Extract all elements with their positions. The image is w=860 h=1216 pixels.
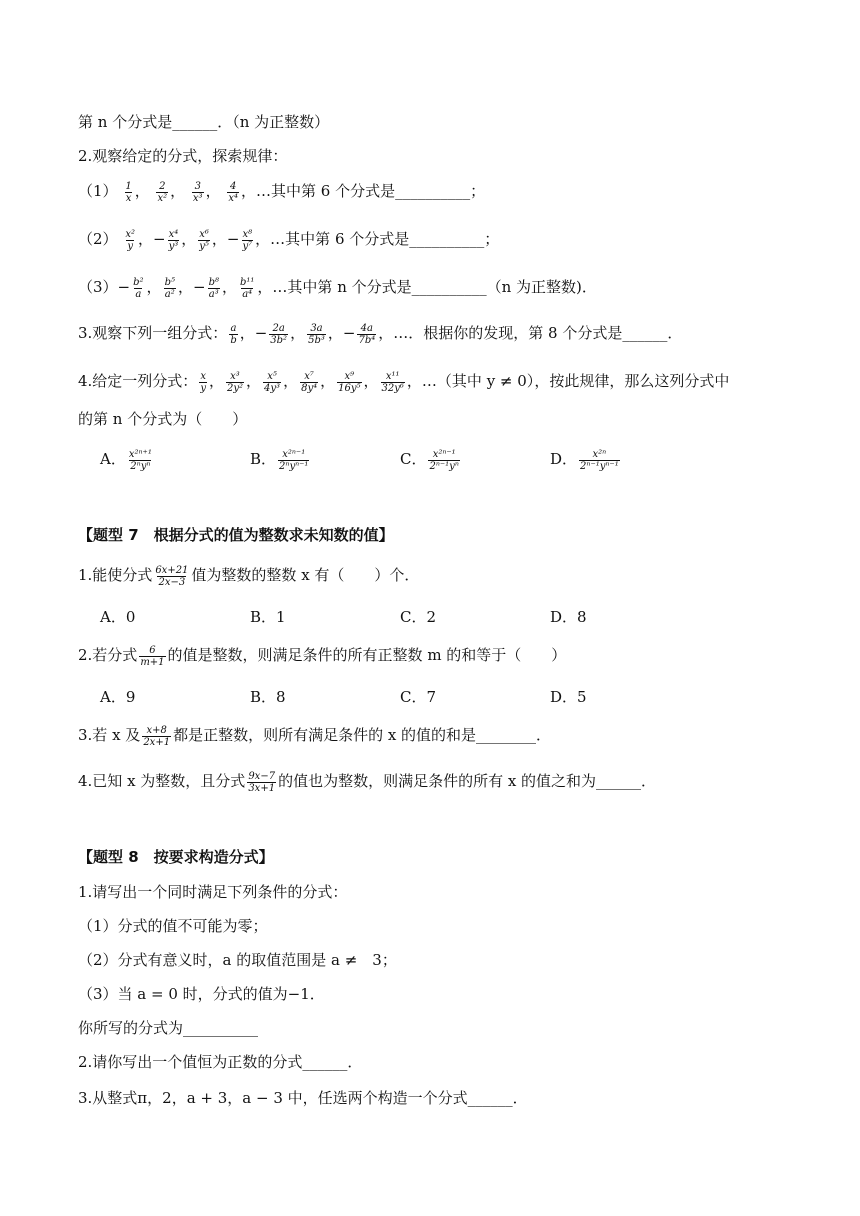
text: ，…其中第 n 个分式是__________（n 为正整数)．	[257, 278, 597, 296]
fraction: $\frac{2}{\text{x²}}$	[157, 180, 168, 204]
section-heading-8: 【题型 8 按要求构造分式】	[78, 848, 274, 866]
options-row	[100, 448, 700, 472]
fraction: $\frac{6}{m+1}$	[140, 644, 165, 668]
fraction: $\frac{\text{b²}}{a}$	[133, 276, 144, 300]
question-7-3: 3.若 x 及 $\frac{x+8}{2x+1}$ 都是正整数，则所有满足条件的 x 的值的和是________．	[78, 724, 552, 748]
fraction: $\frac{\text{b¹¹}}{\text{a⁴}}$	[240, 276, 255, 300]
fraction: $\frac{\text{x⁵}}{\text{4y³}}$	[264, 370, 281, 394]
condition-1: （1）分式的值不可能为零；	[78, 917, 268, 935]
question-2-title: 2.观察给定的分式，探索规律：	[78, 147, 288, 165]
option-d[interactable]: D． $\frac{\text{x²ⁿ}}{\text{2ⁿ⁻¹yⁿ⁻¹}}$	[550, 448, 619, 472]
text: 4.给定一列分式：	[78, 372, 198, 390]
option-c[interactable]: C．7	[400, 688, 437, 706]
fraction: $\frac{\text{x³}}{\text{2y²}}$	[226, 370, 244, 394]
fraction: $\frac{x}{y}$	[200, 370, 206, 394]
answer-line: 你所写的分式为__________	[78, 1019, 259, 1037]
fraction: $\frac{4}{\text{x⁴}}$	[228, 180, 239, 204]
fraction: $\frac{2a}{\text{3b²}}$	[270, 322, 288, 346]
fraction: $\frac{3}{\text{x³}}$	[192, 180, 203, 204]
question-7-2: 2.若分式 $\frac{6}{m+1}$ 的值是整数，则满足条件的所有正整数 m 的和等于（ ）	[78, 644, 567, 668]
fraction: $\frac{9x-7}{3x+1}$	[248, 770, 276, 794]
question-2-3: （3）− $\frac{\text{b²}}{a}$ ， $\frac{\text{b⁵}}{\text{a²}}$ ，− $\frac{\text{b⁸}}{\text{a³}}$ ， $\frac{\text{b¹¹}}{\text{a⁴}}$ ，…其中第 n 个分式是__________（n 为正整数)．	[78, 276, 597, 300]
question-2-1: （1） $\frac{1}{x}$ ， $\frac{2}{\text{x²}}$ ， $\frac{3}{\text{x³}}$ ， $\frac{4}{\text{x⁴}}$ ，…其中第 6 个分式是__________；	[78, 180, 486, 204]
question-2-2: （2） $\frac{\text{x²}}{y}$ ，− $\frac{\text{x⁴}}{\text{y³}}$ ， $\frac{\text{x⁶}}{\text{y⁵}}$ ，− $\frac{\text{x⁸}}{\text{y⁷}}$ ，…其中第 6 个分式是__________；	[78, 228, 500, 252]
text: ，…其中第 6 个分式是__________；	[241, 182, 486, 200]
options-row	[100, 606, 700, 628]
section-heading-7: 【题型 7 根据分式的值为整数求未知数的值】	[78, 526, 394, 544]
condition-2: （2）分式有意义时，a 的取值范围是 a ≠ 3；	[78, 951, 397, 969]
options-row	[100, 686, 700, 708]
fraction: $\frac{4a}{\text{7b⁴}}$	[358, 322, 376, 346]
text: ，…其中第 6 个分式是__________；	[255, 230, 500, 248]
option-a[interactable]: A． $\frac{\text{x²ⁿ⁺¹}}{\text{2ⁿyⁿ}}$	[100, 448, 152, 472]
fraction: $\frac{6x+21}{2x-3}$	[155, 564, 189, 588]
fraction: $\frac{\text{b⁸}}{\text{a³}}$	[208, 276, 219, 300]
text: （2）	[78, 230, 118, 248]
text-line: 第 n 个分式是______．（n 为正整数）	[78, 113, 330, 131]
fraction: $\frac{\text{x²}}{y}$	[125, 228, 135, 252]
fraction: $\frac{\text{x⁶}}{\text{y⁵}}$	[199, 228, 209, 252]
text: ，…（其中 y ≠ 0），按此规律，那么这列分式中	[406, 372, 730, 390]
text-line: 的第 n 个分式为（ ）	[78, 410, 248, 428]
question-4: 4.给定一列分式： $\frac{x}{y}$ ， $\frac{\text{x³}}{\text{2y²}}$ ， $\frac{\text{x⁵}}{\text{4y³}}$ ， $\frac{\text{x⁷}}{\text{8y⁴}}$ ， $\frac{\text{x⁹}}{\text{16y⁵}}$ ， $\frac{\text{x¹¹}}{\text{32y⁶}}$ ，…（其中 y ≠ 0），按此规律，那么这列分式中	[78, 370, 730, 394]
option-c[interactable]: C．2	[400, 608, 437, 626]
option-d[interactable]: D．8	[550, 608, 587, 626]
fraction: $\frac{\text{x⁴}}{\text{y³}}$	[168, 228, 179, 252]
question-8-3: 3.从整式π，2，a + 3，a − 3 中，任选两个构造一个分式______．	[78, 1089, 528, 1107]
fraction: $\frac{a}{b}$	[230, 322, 237, 346]
option-b[interactable]: B．1	[250, 608, 286, 626]
option-a[interactable]: A．0	[100, 608, 136, 626]
question-8-1: 1.请写出一个同时满足下列条件的分式：	[78, 883, 348, 901]
option-d[interactable]: D．5	[550, 688, 587, 706]
question-7-1: 1.能使分式 $\frac{6x+21}{2x-3}$ 值为整数的整数 x 有（ ）个．	[78, 564, 420, 588]
fraction: $\frac{\text{x⁹}}{\text{16y⁵}}$	[338, 370, 361, 394]
fraction: $\frac{1}{x}$	[125, 180, 132, 204]
option-c[interactable]: C． $\frac{\text{x²ⁿ⁻¹}}{\text{2ⁿ⁻¹yⁿ}}$	[400, 448, 459, 472]
text: ，…．根据你的发现，第 8 个分式是______．	[378, 324, 683, 342]
option-b[interactable]: B． $\frac{\text{x²ⁿ⁻¹}}{\text{2ⁿyⁿ⁻¹}}$	[250, 448, 309, 472]
fraction: $\frac{\text{b⁵}}{\text{a²}}$	[164, 276, 175, 300]
text: 3.观察下列一组分式：	[78, 324, 228, 342]
question-7-4: 4.已知 x 为整数，且分式 $\frac{9x-7}{3x+1}$ 的值也为整数，则满足条件的所有 x 的值之和为______．	[78, 770, 657, 794]
question-3: 3.观察下列一组分式： $\frac{a}{b}$ ，− $\frac{2a}{\text{3b²}}$ ， $\frac{3a}{\text{5b³}}$ ，− $\frac{4a}{\text{7b⁴}}$ ，…．根据你的发现，第 8 个分式是______．	[78, 322, 683, 346]
fraction: $\frac{3a}{\text{5b³}}$	[308, 322, 325, 346]
fraction: $\frac{\text{x¹¹}}{\text{32y⁶}}$	[381, 370, 404, 394]
fraction: $\frac{\text{x⁷}}{\text{8y⁴}}$	[301, 370, 318, 394]
fraction: $\frac{\text{x⁸}}{\text{y⁷}}$	[242, 228, 253, 252]
option-a[interactable]: A．9	[100, 688, 136, 706]
condition-3: （3）当 a = 0 时，分式的值为−1．	[78, 985, 325, 1003]
question-8-2: 2.请你写出一个值恒为正数的分式______．	[78, 1053, 363, 1071]
option-b[interactable]: B．8	[250, 688, 286, 706]
text: （3）	[78, 278, 118, 296]
fraction: $\frac{x+8}{2x+1}$	[143, 724, 171, 748]
text: （1）	[78, 182, 118, 200]
